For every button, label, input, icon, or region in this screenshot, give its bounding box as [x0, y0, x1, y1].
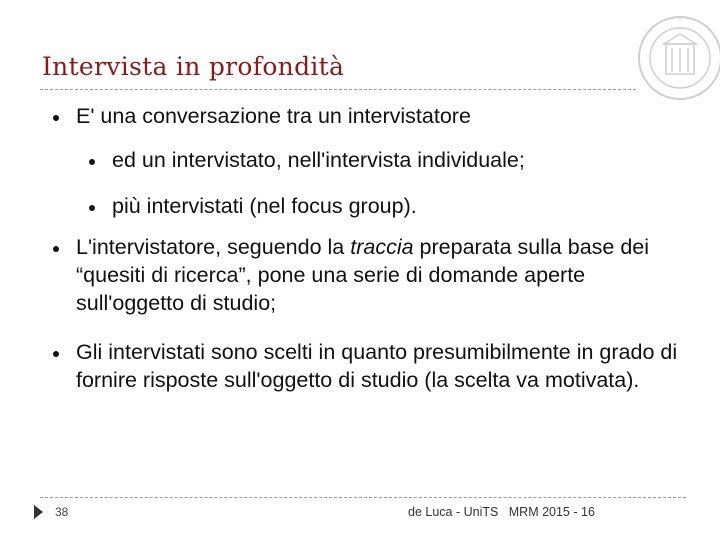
bullet-dot [53, 351, 59, 357]
footer-course: MRM 2015 - 16 [508, 505, 595, 519]
bullet-dot [53, 246, 59, 252]
sub-bullet-focus-group: più intervistati (nel focus group). [112, 194, 417, 218]
sub-bullet-dot [89, 159, 95, 165]
bullet-interviewees: Gli intervistati sono scelti in quanto presumibilmente in grado di fornire risposte sull'oggetto di studio (la scelta va motivata). [76, 340, 678, 392]
bullet-interviewer-text-before: L'intervistatore, seguendo la [76, 235, 351, 259]
emphasis-traccia: traccia [350, 235, 414, 259]
bullet-conversation: E' una conversazione tra un intervistatore [76, 104, 471, 128]
triangle-right-icon [34, 505, 43, 519]
bullet-interviewer-text-after: preparata sulla base dei “quesiti di ricerca”, pone una serie di domande aperte sull'oggetto di studio; [76, 235, 650, 315]
footer-divider [40, 497, 686, 498]
university-seal-icon [636, 14, 720, 102]
title-divider [40, 89, 636, 90]
bullet-dot [53, 115, 59, 121]
footer-credits [408, 505, 595, 519]
page-number: 38 [55, 505, 69, 519]
bullet-interviewer [76, 233, 686, 317]
footer-author: de Luca - UniTS [408, 505, 499, 519]
sub-bullet-dot [89, 205, 95, 211]
sub-bullet-individual: ed un intervistato, nell'intervista individuale; [112, 148, 525, 172]
slide-title: Intervista in profondità [42, 52, 345, 81]
